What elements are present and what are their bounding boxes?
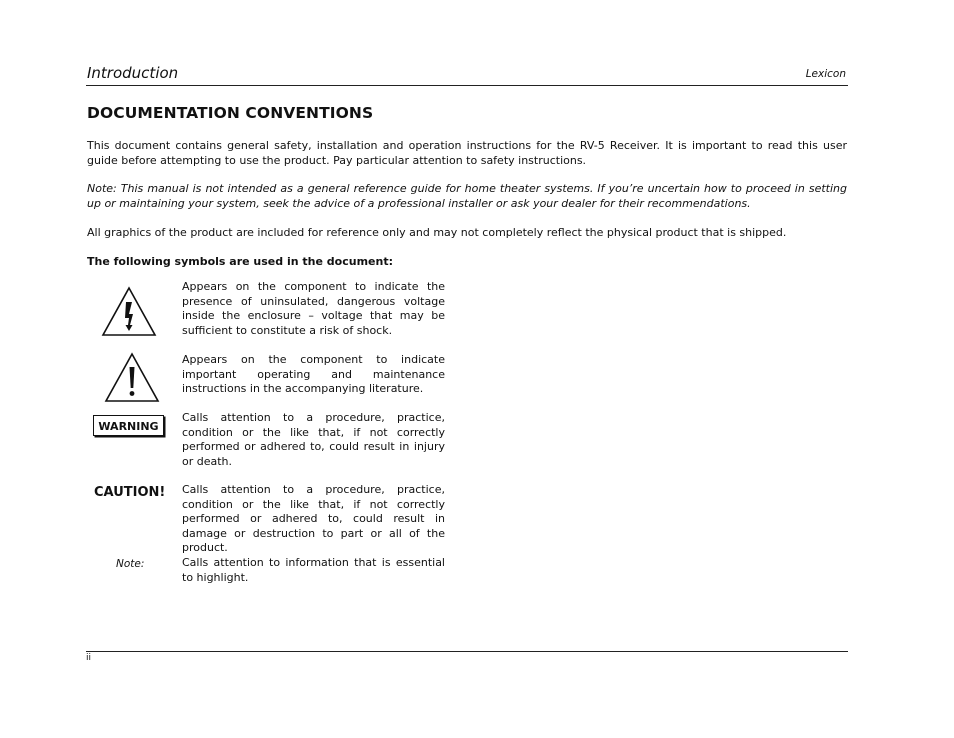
lightning-bolt-triangle-icon bbox=[101, 285, 157, 337]
warning-label-box: WARNING bbox=[93, 415, 164, 436]
note-label: Note: bbox=[116, 558, 145, 570]
page-number: ii bbox=[86, 653, 92, 663]
graphics-paragraph: All graphics of the product are included for reference only and may not completely reflect the physical product that is shipped. bbox=[87, 226, 787, 239]
exclamation-triangle-icon bbox=[104, 351, 160, 403]
reference-note-paragraph: Note: This manual is not intended as a general reference guide for home theater systems. If you’re uncertain how to proceed in setting up or maintaining your system, seek the advice of a professional installer or ask your dealer for their recommendations. bbox=[87, 182, 847, 210]
footer-rule bbox=[86, 651, 848, 652]
caution-description: Calls attention to a procedure, practice, condition or the like that, if not correctly performed or adhered to, could result in damage or destruction to part or all of the product. bbox=[182, 483, 445, 555]
caution-symbol-description: Appears on the component to indicate important operating and maintenance instructions in the accompanying literature. bbox=[182, 353, 445, 396]
header-rule bbox=[86, 85, 848, 86]
section-title: DOCUMENTATION CONVENTIONS bbox=[87, 104, 374, 122]
brand-name: Lexicon bbox=[805, 68, 846, 80]
caution-label: CAUTION! bbox=[94, 485, 166, 500]
chapter-title: Introduction bbox=[87, 64, 179, 82]
symbols-heading: The following symbols are used in the document: bbox=[87, 255, 393, 268]
shock-symbol-description: Appears on the component to indicate the presence of uninsulated, dangerous voltage inside the enclosure – voltage that may be sufficient to constitute a risk of shock. bbox=[182, 280, 445, 337]
intro-paragraph: This document contains general safety, installation and operation instructions for the RV-5 Receiver. It is important to read this user guide before attempting to use the product. Pay particular attention to safety instructions. bbox=[87, 139, 847, 167]
note-description: Calls attention to information that is essential to highlight. bbox=[182, 556, 445, 584]
warning-description: Calls attention to a procedure, practice, condition or the like that, if not correctly performed or adhered to, could result in injury or death. bbox=[182, 411, 445, 468]
